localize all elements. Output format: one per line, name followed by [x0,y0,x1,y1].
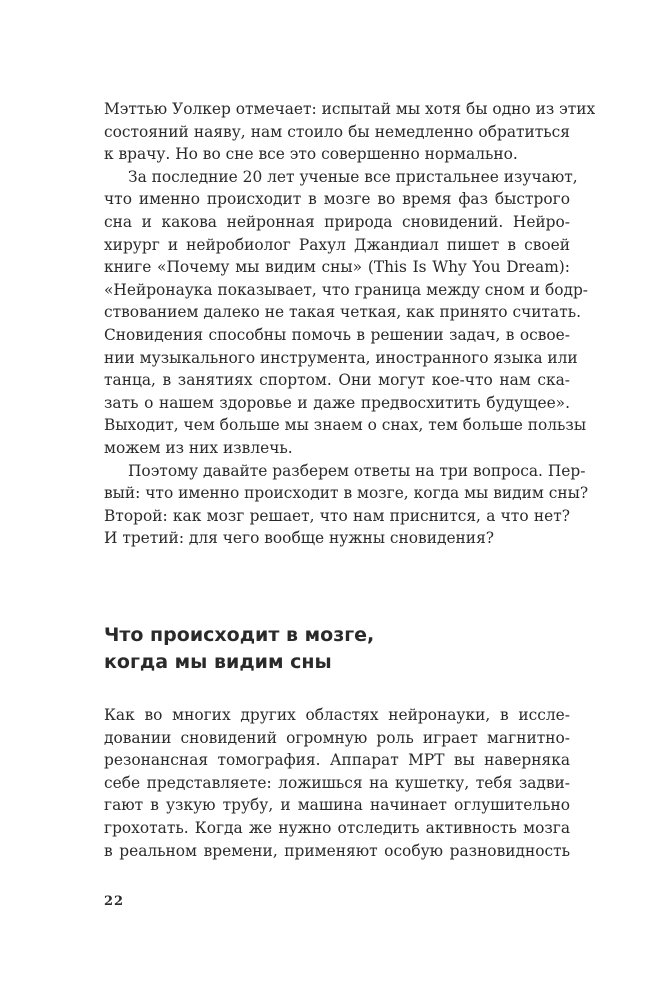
text-line: в реальном времени, применяют особую разновидность [104,841,570,860]
heading-line: когда мы видим сны [104,651,332,673]
text-line: хирург и нейробиолог Рахул Джандиал пишет в своей [104,235,570,254]
text-line: можем из них извлечь. [104,438,293,457]
text-line: себе представляете: ложишься на кушетку, тебя задви- [104,773,570,792]
text-line: довании сновидений огромную роль играет магнитно- [104,728,570,747]
text-line: «Нейронаука показывает, что граница между сном и бодр- [104,280,589,299]
text-line: нии музыкального инструмента, иностранного языка или [104,348,578,367]
text-line: что именно происходит в мозге во время фаз быстрого [104,190,570,209]
text-line: Сновидения способны помочь в решении задач, в освое- [104,325,570,344]
text-line: танца, в занятиях спортом. Они могут кое-что нам ска- [104,371,570,390]
text-line: резонансная томография. Аппарат МРТ вы наверняка [104,751,570,770]
paragraph [104,98,596,166]
text-line: Поэтому давайте разберем ответы на три вопроса. Пер- [128,461,586,480]
body-text-bottom [104,704,570,862]
text-line: ствованием далеко не такая четкая, как принято считать. [104,303,581,322]
section-heading [104,622,374,676]
text-line: грохотать. Когда же нужно отследить активность мозга [104,818,570,837]
paragraph [104,460,589,550]
text-line: сна и какова нейронная природа сновидений. Нейро- [104,212,570,231]
text-line: И третий: для чего вообще нужны сновидения? [104,529,495,548]
page-number: 22 [104,894,125,909]
text-line: зать о нашем здоровье и даже предвосхитить будущее». [104,393,570,412]
text-line: Мэттью Уолкер отмечает: испытай мы хотя бы одно из этих [104,100,596,118]
paragraph [104,166,589,460]
text-line: Выходит, чем больше мы знаем о снах, тем больше пользы [104,416,587,435]
text-line: книге «Почему мы видим сны» (This Is Why You Dream): [104,258,570,277]
text-line: гают в узкую трубу, и машина начинает оглушительно [104,796,570,815]
text-line: вый: что именно происходит в мозге, когда мы видим сны? [104,484,589,503]
text-line: Как во многих других областях нейронауки, в иссле- [104,706,570,724]
text-line: Второй: как мозг решает, что нам приснится, а что нет? [104,506,570,525]
paragraph [104,704,570,862]
body-text-top [104,98,596,550]
heading-line: Что происходит в мозге, [104,624,375,646]
text-line: За последние 20 лет ученые все пристальнее изучают, [128,167,578,186]
text-line: состояний наяву, нам стоило бы немедленно обратиться [104,122,570,141]
text-line: к врачу. Но во сне все это совершенно нормально. [104,145,518,164]
